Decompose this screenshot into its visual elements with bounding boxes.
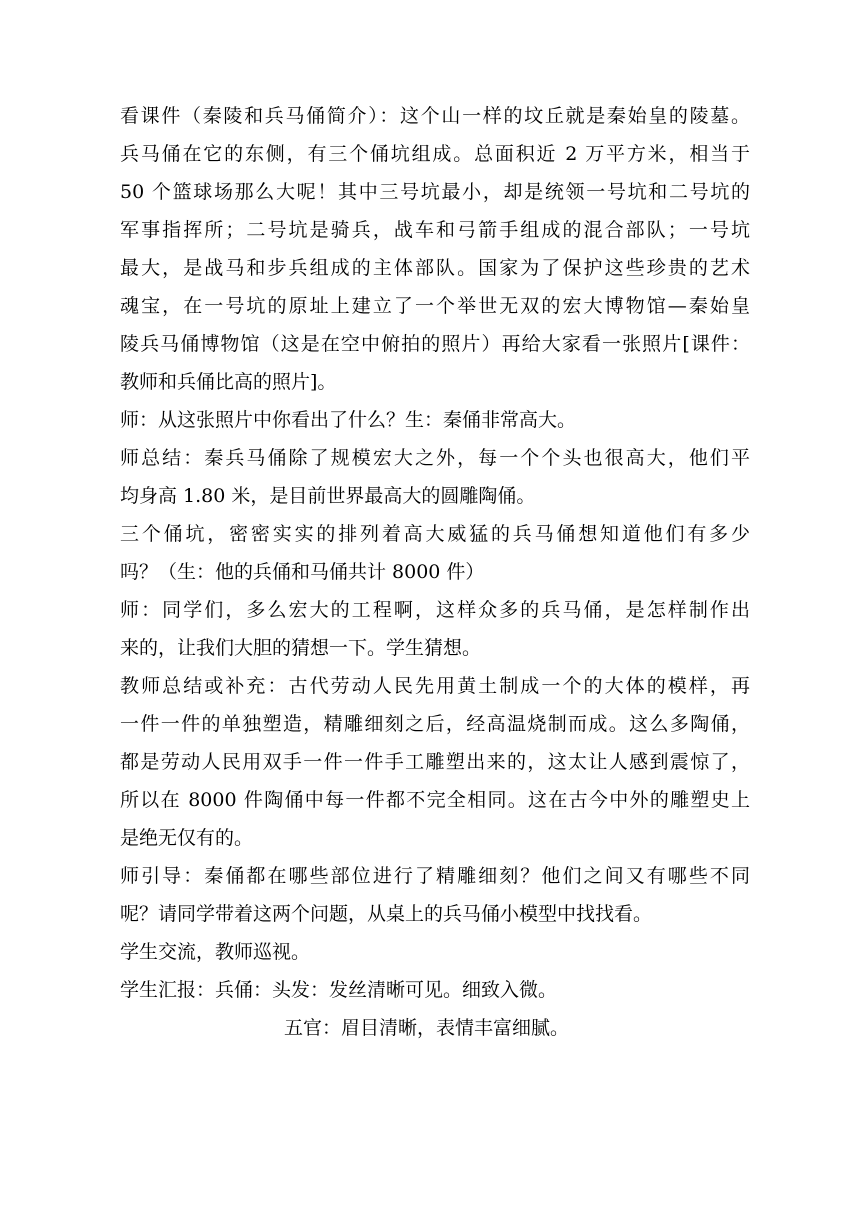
paragraph-line: 是绝无仅有的。	[120, 827, 254, 849]
paragraph-line: 都是劳动人民用双手一件一件手工雕塑出来的，这太让人感到震惊了，	[120, 751, 750, 773]
paragraph-line: 均身高 1.80 米，是目前世界最高大的圆雕陶俑。	[120, 485, 536, 507]
paragraph-line: 50 个篮球场那么大呢！其中三号坑最小，却是统领一号坑和二号坑的	[120, 181, 750, 203]
document-body	[120, 97, 750, 1047]
paragraph-line: 兵马俑在它的东侧，有三个俑坑组成。总面积近 2 万平方米，相当于	[120, 143, 750, 165]
paragraph-line: 吗？（生：他的兵俑和马俑共计 8000 件）	[120, 561, 485, 583]
paragraph-line: 看课件（秦陵和兵马俑简介）：这个山一样的坟丘就是秦始皇的陵墓。	[120, 105, 750, 127]
paragraph-line: 五官：眉目清晰，表情丰富细腻。	[284, 1017, 570, 1039]
paragraph-line: 一件一件的单独塑造，精雕细刻之后，经高温烧制而成。这么多陶俑，	[120, 713, 750, 735]
paragraph-line: 师引导：秦俑都在哪些部位进行了精雕细刻？他们之间又有哪些不同	[120, 865, 750, 887]
paragraph-line: 三个俑坑，密密实实的排列着高大威猛的兵马俑想知道他们有多少	[120, 523, 750, 545]
paragraph-line: 师：同学们，多么宏大的工程啊，这样众多的兵马俑，是怎样制作出	[120, 599, 750, 621]
paragraph-line: 师总结：秦兵马俑除了规模宏大之外，每一个个头也很高大，他们平	[120, 447, 750, 469]
paragraph-line: 教师和兵俑比高的照片]。	[120, 371, 337, 393]
paragraph-line: 呢？请同学带着这两个问题，从桌上的兵马俑小模型中找找看。	[120, 903, 653, 925]
paragraph-line: 学生汇报：兵俑：头发：发丝清晰可见。细致入微。	[120, 979, 558, 1001]
paragraph-line: 教师总结或补充：古代劳动人民先用黄土制成一个的大体的模样，再	[120, 675, 750, 697]
paragraph-line: 所以在 8000 件陶俑中每一件都不完全相同。这在古今中外的雕塑史上	[120, 789, 750, 811]
paragraph-line: 学生交流，教师巡视。	[120, 941, 311, 963]
paragraph-line: 军事指挥所；二号坑是骑兵，战车和弓箭手组成的混合部队；一号坑	[120, 219, 750, 241]
paragraph-line: 陵兵马俑博物馆（这是在空中俯拍的照片）再给大家看一张照片[课件：	[120, 333, 750, 355]
paragraph-line: 来的，让我们大胆的猜想一下。学生猜想。	[120, 637, 482, 659]
paragraph-line: 师：从这张照片中你看出了什么？生：秦俑非常高大。	[120, 409, 577, 431]
paragraph-line: 魂宝，在一号坑的原址上建立了一个举世无双的宏大博物馆—秦始皇	[120, 295, 750, 317]
paragraph-line: 最大，是战马和步兵组成的主体部队。国家为了保护这些珍贵的艺术	[120, 257, 750, 279]
